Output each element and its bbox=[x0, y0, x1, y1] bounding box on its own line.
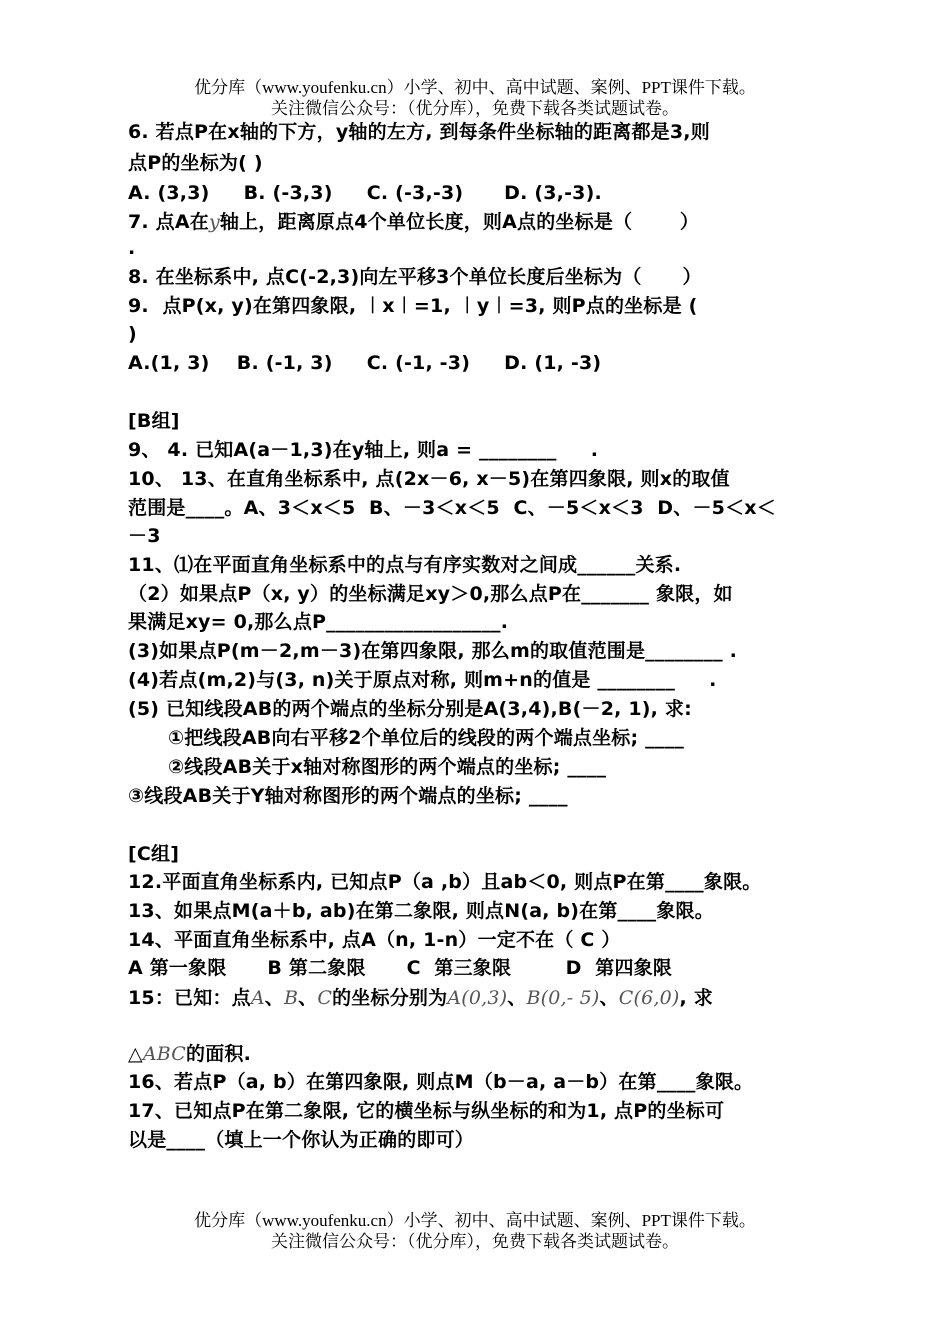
b11-line-7: ①把线段AB向右平移2个单位后的线段的两个端点坐标; ____ bbox=[168, 727, 684, 749]
c15-sep-4: 、 bbox=[599, 987, 619, 1009]
c17-line-2: 以是____（填上一个你认为正确的即可） bbox=[128, 1129, 475, 1151]
c14-line-1: 14、平面直角坐标系中, 点A（n, 1-n）一定不在（ C ） bbox=[128, 929, 621, 951]
c15-point-b: B bbox=[283, 987, 299, 1009]
q7-post: 轴上，距离原点4个单位长度，则A点的坐标是（ ） bbox=[219, 211, 700, 233]
b11-line-8: ②线段AB关于x轴对称图形的两个端点的坐标; ____ bbox=[168, 756, 607, 778]
c15-pre: 15：已知：点 bbox=[128, 987, 251, 1009]
q9-line-1: 9. 点P(x, y)在第四象限, ︱x︱=1, ︱y︱=3, 则P点的坐标是 ( bbox=[128, 295, 698, 317]
c17-line-1: 17、已知点P在第二象限, 它的横坐标与纵坐标的和为1, 点P的坐标可 bbox=[128, 1100, 725, 1122]
b11-line-5: (4)若点(m,2)与(3, n)关于原点对称, 则m+n的值是 ________ . bbox=[128, 669, 717, 691]
q9-options: A.(1, 3) B. (-1, 3) C. (-1, -3) D. (1, -3) bbox=[128, 352, 602, 374]
group-c-heading: [C组] bbox=[128, 843, 180, 865]
c15-mid: 的坐标分别为 bbox=[332, 987, 448, 1009]
b11-line-2: （2）如果点P（x, y）的坐标满足xy＞0,那么点P在_______ 象限，如 bbox=[128, 583, 733, 605]
c16: 16、若点P（a, b）在第四象限, 则点M（b－a, a－b）在第____象限。 bbox=[128, 1071, 754, 1093]
c15-line-1 bbox=[128, 986, 713, 1010]
c15-sep-1: 、 bbox=[264, 987, 284, 1009]
b11-line-1: 11、⑴在平面直角坐标系中的点与有序实数对之间成______关系. bbox=[128, 554, 682, 576]
c15-sep-2: 、 bbox=[298, 987, 318, 1009]
c15-abc: ABC bbox=[142, 1043, 186, 1065]
header-line-1: 优分库（www.youfenku.cn）小学、初中、高中试题、案例、PPT课件下载。 bbox=[194, 78, 756, 97]
b10-line-3: －3 bbox=[128, 525, 161, 547]
q8: 8. 在坐标系中, 点C(-2,3)向左平移3个单位长度后坐标为（ ） bbox=[128, 266, 702, 288]
c15-coord-b: B(0,- 5) bbox=[526, 987, 600, 1009]
c15-end: , 求 bbox=[679, 987, 713, 1009]
c15-point-a: A bbox=[250, 987, 265, 1009]
header-line-2: 关注微信公众号：（优分库），免费下载各类试题试卷。 bbox=[271, 99, 679, 118]
c15-point-c: C bbox=[317, 987, 333, 1009]
q7-var-y: y bbox=[208, 211, 220, 233]
q6-line-1: 6. 若点P在x轴的下方，y轴的左方, 到每条件坐标轴的距离都是3,则 bbox=[128, 121, 710, 143]
footer-line-1: 优分库（www.youfenku.cn）小学、初中、高中试题、案例、PPT课件下载。 bbox=[194, 1211, 756, 1230]
c13: 13、如果点M(a＋b, ab)在第二象限, 则点N(a, b)在第____象限。 bbox=[128, 900, 714, 922]
footer-line-2: 关注微信公众号：（优分库），免费下载各类试题试卷。 bbox=[271, 1232, 679, 1251]
c15-coord-c: C(6,0) bbox=[618, 987, 680, 1009]
c15-coord-a: A(0,3) bbox=[447, 987, 508, 1009]
b9: 9、 4. 已知A(a－1,3)在y轴上, 则a = ________ . bbox=[128, 439, 599, 461]
c15-line-2 bbox=[128, 1042, 251, 1066]
b11-line-3: 果满足xy= 0,那么点P__________________. bbox=[128, 611, 509, 633]
q7-dot: . bbox=[128, 237, 136, 259]
b11-line-4: (3)如果点P(m－2,m－3)在第四象限, 那么m的取值范围是________ . bbox=[128, 640, 737, 662]
c12: 12.平面直角坐标系内, 已知点P（a ,b）且ab＜0, 则点P在第____象限。 bbox=[128, 871, 762, 893]
b10-line-1: 10、 13、在直角坐标系中, 点(2x－6, x－5)在第四象限, 则x的取值 bbox=[128, 468, 730, 490]
q6-line-2: 点P的坐标为( ) bbox=[128, 152, 263, 174]
q6-options: A. (3,3) B. (-3,3) C. (-3,-3) D. (3,-3). bbox=[128, 182, 602, 204]
c15-triangle: △ bbox=[128, 1043, 143, 1065]
b11-line-6: (5) 已知线段AB的两个端点的坐标分别是A(3,4),B(－2, 1), 求: bbox=[128, 698, 692, 720]
c15-sep-3: 、 bbox=[507, 987, 527, 1009]
q7-line bbox=[128, 210, 699, 234]
group-b-heading: [B组] bbox=[128, 410, 180, 432]
q7-pre: 7. 点A在 bbox=[128, 211, 209, 233]
b10-line-2: 范围是____。A、3＜x＜5 B、－3＜x＜5 C、－5＜x＜3 D、－5＜x＜ bbox=[128, 497, 776, 519]
c15-area: 的面积. bbox=[186, 1043, 252, 1065]
q9-line-2: ) bbox=[128, 323, 137, 345]
c14-options: A 第一象限 B 第二象限 C 第三象限 D 第四象限 bbox=[128, 957, 673, 979]
b11-line-9: ③线段AB关于Y轴对称图形的两个端点的坐标; ____ bbox=[128, 785, 568, 807]
